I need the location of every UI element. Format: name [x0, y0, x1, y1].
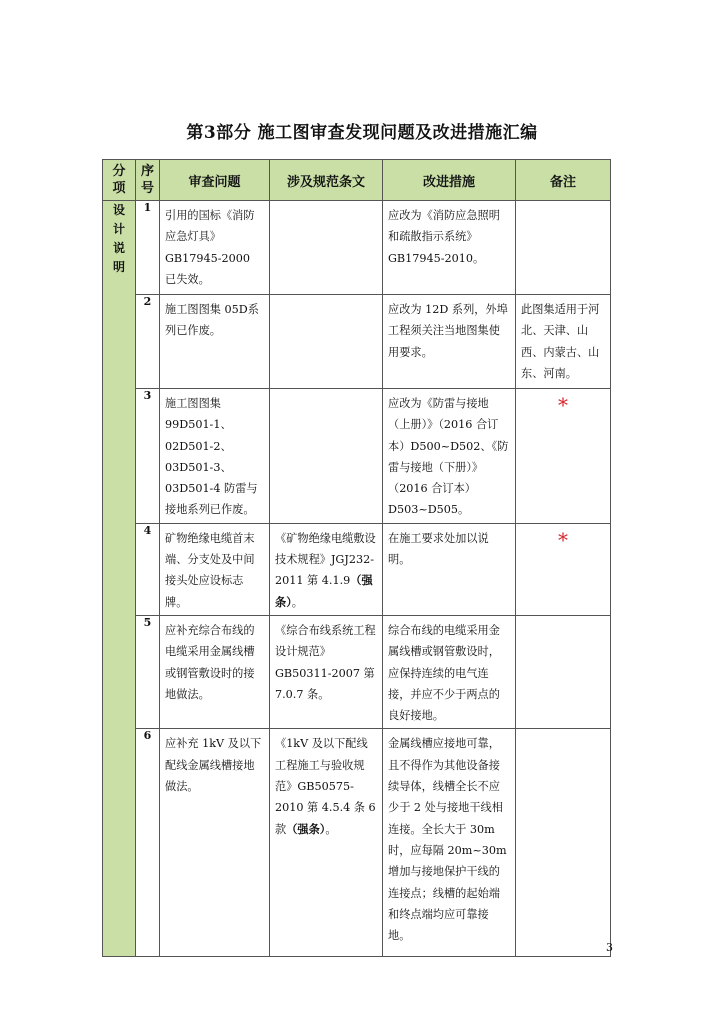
row-improvement: 在施工要求处加以说明。	[388, 531, 489, 567]
row-standard: 《1kV 及以下配线工程施工与验收规范》GB50575-2010 第 4.5.4 条 6 款	[275, 737, 376, 836]
table-header-row	[103, 160, 611, 201]
remark-star-icon: *	[558, 527, 568, 552]
row-seq: 4	[136, 523, 160, 615]
row-seq: 3	[136, 389, 160, 524]
page-title: 第3部分 施工图审查发现问题及改进措施汇编	[186, 123, 538, 143]
row-remark	[516, 729, 610, 735]
row-seq: 5	[136, 615, 160, 728]
mandatory-tag: （强条）	[275, 573, 373, 609]
row-remark: 此图集适用于河北、天津、山西、内蒙古、山东、河南。	[521, 303, 600, 380]
category-label: 设计说明	[112, 203, 125, 274]
page-number: 3	[606, 941, 613, 954]
row-standard	[270, 201, 382, 207]
row-improvement: 应改为《消防应急照明和疏散指示系统》GB17945-2010。	[388, 209, 500, 265]
row-improvement: 应改为《防雷与接地（上册）》（2016 合订本）D500~D502、《防雷与接地（下册）》（2016 合订本）D503~D505。	[388, 397, 509, 517]
row-improvement: 综合布线的电缆采用金属线槽或钢管敷设时，应保持连续的电气连接，并应不少于两点的良好接地。	[388, 623, 500, 723]
table-row	[103, 523, 611, 615]
row-issue: 施工图图集99D501-1、02D501-2、03D501-3、03D501-4 防雷与接地系列已作废。	[165, 397, 258, 517]
row-standard	[270, 295, 382, 301]
table-row	[103, 295, 611, 389]
row-standard: 《矿物绝缘电缆敷设技术规程》JGJ232-2011 第 4.1.9	[275, 531, 376, 588]
row-standard-tail: 。	[291, 595, 303, 609]
row-standard: 《综合布线系统工程设计规范》GB50311-2007 第 7.0.7 条。	[275, 623, 376, 701]
row-seq: 6	[136, 729, 160, 957]
row-improvement: 应改为 12D 系列，外埠工程须关注当地图集使用要求。	[388, 303, 508, 359]
row-standard-cell	[270, 524, 382, 615]
row-issue: 施工图图集 05D系列已作废。	[165, 303, 259, 338]
row-issue: 应补充综合布线的电缆采用金属线槽或钢管敷设时的接地做法。	[165, 623, 255, 701]
table-row	[103, 201, 611, 295]
header-category: 分项	[103, 160, 136, 201]
mandatory-tag: （强条）	[286, 821, 326, 836]
table-row	[103, 729, 611, 957]
row-standard-tail: 。	[325, 822, 337, 836]
table-row	[103, 389, 611, 524]
row-standard	[270, 389, 382, 395]
row-issue: 引用的国标《消防应急灯具》GB17945-2000 已失效。	[165, 209, 255, 286]
review-table	[102, 159, 611, 957]
row-seq: 1	[136, 201, 160, 295]
category-cell	[103, 201, 136, 957]
row-issue: 应补充 1kV 及以下配线金属线槽接地做法。	[165, 737, 262, 794]
header-standard: 涉及规范条文	[270, 160, 383, 201]
row-issue: 矿物绝缘电缆首末端、分支处及中间接头处应设标志牌。	[165, 531, 255, 609]
table-row	[103, 615, 611, 728]
header-remark: 备注	[516, 160, 611, 201]
row-remark	[516, 201, 610, 207]
row-standard-cell	[270, 729, 382, 841]
row-seq: 2	[136, 295, 160, 389]
row-remark	[516, 616, 610, 622]
row-improvement: 金属线槽应接地可靠，且不得作为其他设备接续导体，线槽全长不应少于 2 处与接地干线相连接。全长大于 30m 时，应每隔 20m~30m 增加与接地保护干线的连接点；线槽的起始端和终点端均应可靠接地。	[388, 737, 507, 943]
remark-star-icon: *	[558, 393, 568, 417]
header-improvement: 改进措施	[383, 160, 516, 201]
header-seq: 序号	[136, 160, 160, 201]
header-issue: 审查问题	[160, 160, 270, 201]
